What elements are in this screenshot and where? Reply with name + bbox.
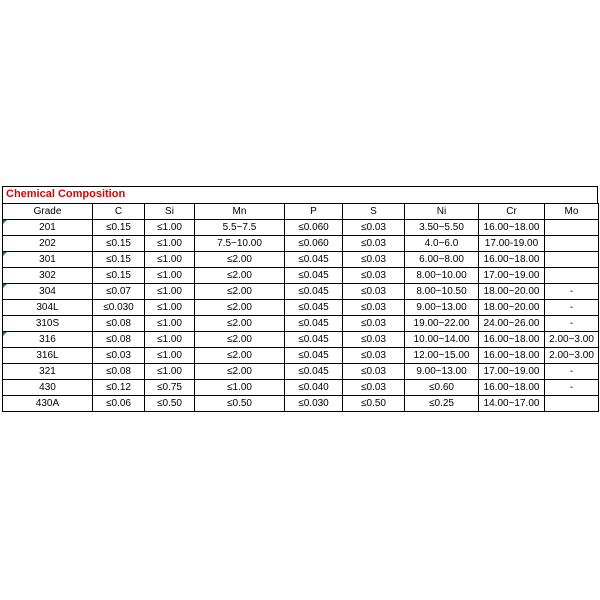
cell-ni: 9.00~13.00: [405, 300, 479, 316]
cell-si: ≤0.75: [145, 380, 195, 396]
cell-s: ≤0.03: [343, 236, 405, 252]
cell-cr: 16.00~18.00: [479, 220, 545, 236]
cell-p: ≤0.045: [285, 300, 343, 316]
cell-mo: -: [545, 300, 599, 316]
cell-ni: 10.00~14.00: [405, 332, 479, 348]
cell-grade: 301: [3, 252, 93, 268]
cell-ni: ≤0.60: [405, 380, 479, 396]
cell-s: ≤0.03: [343, 348, 405, 364]
comment-indicator-icon: [3, 220, 7, 224]
cell-c: ≤0.07: [93, 284, 145, 300]
comment-indicator-icon: [3, 332, 7, 336]
cell-p: ≤0.060: [285, 220, 343, 236]
cell-mn: ≤2.00: [195, 252, 285, 268]
cell-cr: 16.00~18.00: [479, 380, 545, 396]
comment-indicator-icon: [3, 252, 7, 256]
cell-p: ≤0.045: [285, 252, 343, 268]
header-mo: Mo: [545, 204, 599, 220]
cell-s: ≤0.03: [343, 252, 405, 268]
cell-ni: 4.0~6.0: [405, 236, 479, 252]
header-row: [3, 204, 599, 220]
header-si: Si: [145, 204, 195, 220]
table-row: [3, 284, 599, 300]
cell-si: ≤1.00: [145, 300, 195, 316]
title-row: [2, 186, 598, 203]
cell-si: ≤1.00: [145, 268, 195, 284]
cell-s: ≤0.03: [343, 284, 405, 300]
cell-mo: [545, 396, 599, 412]
cell-p: ≤0.045: [285, 316, 343, 332]
table-row: [3, 364, 599, 380]
header-ni: Ni: [405, 204, 479, 220]
cell-mo: -: [545, 284, 599, 300]
cell-grade: 316: [3, 332, 93, 348]
cell-s: ≤0.03: [343, 332, 405, 348]
chemical-composition-table: [2, 203, 599, 412]
cell-cr: 17.00~19.00: [479, 364, 545, 380]
cell-c: ≤0.15: [93, 220, 145, 236]
cell-p: ≤0.045: [285, 348, 343, 364]
cell-mo: [545, 220, 599, 236]
table-row: [3, 236, 599, 252]
cell-mo: -: [545, 316, 599, 332]
header-cr: Cr: [479, 204, 545, 220]
cell-mn: ≤0.50: [195, 396, 285, 412]
cell-grade: 304: [3, 284, 93, 300]
cell-si: ≤1.00: [145, 252, 195, 268]
header-s: S: [343, 204, 405, 220]
header-mn: Mn: [195, 204, 285, 220]
cell-s: ≤0.50: [343, 396, 405, 412]
cell-si: ≤1.00: [145, 332, 195, 348]
table-body: [3, 220, 599, 412]
table-row: [3, 396, 599, 412]
cell-c: ≤0.03: [93, 348, 145, 364]
cell-mn: ≤2.00: [195, 316, 285, 332]
table-row: [3, 348, 599, 364]
cell-s: ≤0.03: [343, 316, 405, 332]
cell-si: ≤1.00: [145, 220, 195, 236]
table-row: [3, 300, 599, 316]
table-row: [3, 332, 599, 348]
cell-mo: [545, 236, 599, 252]
cell-p: ≤0.045: [285, 364, 343, 380]
table-row: [3, 380, 599, 396]
cell-ni: ≤0.25: [405, 396, 479, 412]
cell-c: ≤0.08: [93, 364, 145, 380]
cell-mn: 7.5~10.00: [195, 236, 285, 252]
cell-p: ≤0.060: [285, 236, 343, 252]
cell-grade: 310S: [3, 316, 93, 332]
cell-ni: 3.50~5.50: [405, 220, 479, 236]
cell-cr: 17.00-19.00: [479, 236, 545, 252]
cell-p: ≤0.045: [285, 284, 343, 300]
cell-s: ≤0.03: [343, 300, 405, 316]
cell-mo: -: [545, 364, 599, 380]
cell-ni: 6.00~8.00: [405, 252, 479, 268]
cell-mn: ≤2.00: [195, 332, 285, 348]
cell-c: ≤0.06: [93, 396, 145, 412]
cell-c: ≤0.08: [93, 316, 145, 332]
cell-si: ≤1.00: [145, 316, 195, 332]
cell-mo: 2.00~3.00: [545, 332, 599, 348]
cell-si: ≤1.00: [145, 236, 195, 252]
cell-mo: 2.00~3.00: [545, 348, 599, 364]
cell-si: ≤1.00: [145, 364, 195, 380]
header-p: P: [285, 204, 343, 220]
cell-si: ≤1.00: [145, 284, 195, 300]
table-row: [3, 252, 599, 268]
cell-grade: 302: [3, 268, 93, 284]
cell-c: ≤0.12: [93, 380, 145, 396]
cell-mn: ≤2.00: [195, 284, 285, 300]
cell-mo: [545, 268, 599, 284]
cell-cr: 16.00~18.00: [479, 252, 545, 268]
cell-ni: 9.00~13.00: [405, 364, 479, 380]
cell-s: ≤0.03: [343, 220, 405, 236]
cell-grade: 321: [3, 364, 93, 380]
cell-si: ≤1.00: [145, 348, 195, 364]
cell-ni: 8.00~10.50: [405, 284, 479, 300]
cell-mn: ≤2.00: [195, 268, 285, 284]
cell-c: ≤0.15: [93, 252, 145, 268]
cell-mn: ≤2.00: [195, 364, 285, 380]
cell-s: ≤0.03: [343, 380, 405, 396]
cell-mn: ≤2.00: [195, 348, 285, 364]
cell-c: ≤0.08: [93, 332, 145, 348]
cell-p: ≤0.045: [285, 332, 343, 348]
cell-mo: -: [545, 380, 599, 396]
sheet-title: Chemical Composition: [6, 188, 126, 200]
cell-cr: 16.00~18.00: [479, 348, 545, 364]
cell-mn: ≤1.00: [195, 380, 285, 396]
table-row: [3, 268, 599, 284]
cell-cr: 16.00~18.00: [479, 332, 545, 348]
cell-ni: 12.00~15.00: [405, 348, 479, 364]
cell-ni: 8.00~10.00: [405, 268, 479, 284]
cell-ni: 19.00~22.00: [405, 316, 479, 332]
header-c: C: [93, 204, 145, 220]
cell-cr: 18.00~20.00: [479, 284, 545, 300]
cell-cr: 18.00~20.00: [479, 300, 545, 316]
cell-s: ≤0.03: [343, 268, 405, 284]
cell-p: ≤0.040: [285, 380, 343, 396]
cell-p: ≤0.045: [285, 268, 343, 284]
cell-mo: [545, 252, 599, 268]
cell-cr: 17.00~19.00: [479, 268, 545, 284]
cell-mn: ≤2.00: [195, 300, 285, 316]
cell-grade: 202: [3, 236, 93, 252]
cell-cr: 24.00~26.00: [479, 316, 545, 332]
cell-grade: 201: [3, 220, 93, 236]
cell-c: ≤0.15: [93, 236, 145, 252]
table-row: [3, 316, 599, 332]
spreadsheet: [2, 186, 598, 412]
table-row: [3, 220, 599, 236]
cell-grade: 304L: [3, 300, 93, 316]
cell-s: ≤0.03: [343, 364, 405, 380]
cell-cr: 14.00~17.00: [479, 396, 545, 412]
cell-p: ≤0.030: [285, 396, 343, 412]
cell-c: ≤0.030: [93, 300, 145, 316]
comment-indicator-icon: [3, 284, 7, 288]
cell-grade: 430: [3, 380, 93, 396]
cell-grade: 430A: [3, 396, 93, 412]
cell-c: ≤0.15: [93, 268, 145, 284]
cell-mn: 5.5~7.5: [195, 220, 285, 236]
cell-grade: 316L: [3, 348, 93, 364]
cell-si: ≤0.50: [145, 396, 195, 412]
header-grade: Grade: [3, 204, 93, 220]
